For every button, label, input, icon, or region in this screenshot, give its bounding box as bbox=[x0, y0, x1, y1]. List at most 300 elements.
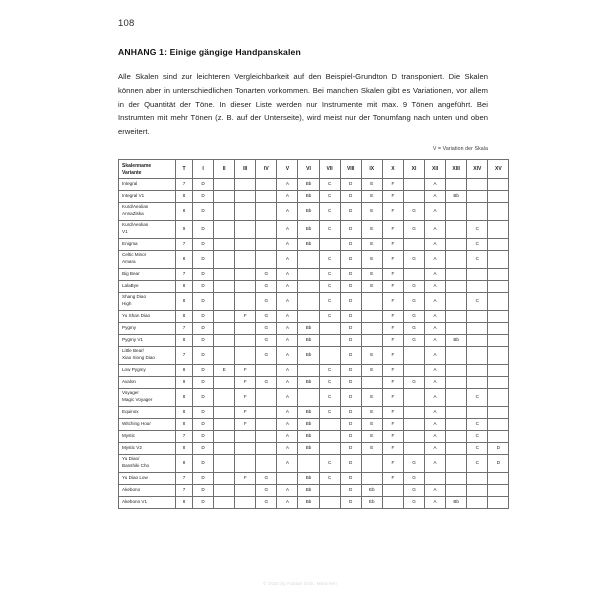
note-cell bbox=[235, 334, 256, 346]
table-row bbox=[119, 364, 509, 376]
note-cell bbox=[361, 472, 382, 484]
note-cell bbox=[298, 310, 319, 322]
note-cell: F bbox=[235, 364, 256, 376]
note-cell bbox=[214, 292, 235, 310]
note-cell bbox=[446, 454, 467, 472]
scale-name-line: Avalon bbox=[122, 378, 136, 384]
scale-name-cell bbox=[119, 280, 176, 292]
note-cell bbox=[446, 376, 467, 388]
note-cell: E bbox=[361, 202, 382, 220]
page-footer: © 2020 by Fabian Dick, München bbox=[263, 581, 337, 586]
note-cell bbox=[488, 178, 509, 190]
scale-name-line: Integral bbox=[122, 180, 138, 186]
scale-name-cell bbox=[119, 472, 176, 484]
note-cell: F bbox=[382, 322, 403, 334]
note-cell bbox=[235, 190, 256, 202]
scale-name-line: Witching Hour bbox=[122, 420, 151, 426]
note-cell bbox=[235, 442, 256, 454]
note-cell: E bbox=[361, 238, 382, 250]
scale-name-line: Pygmy bbox=[122, 324, 137, 330]
scale-name-line: Low Pygmy bbox=[122, 366, 146, 372]
scale-name-cell bbox=[119, 496, 176, 508]
note-cell: A bbox=[425, 292, 446, 310]
note-cell: Bb bbox=[298, 178, 319, 190]
note-cell: F bbox=[382, 364, 403, 376]
note-cell bbox=[319, 484, 340, 496]
note-cell: F bbox=[235, 376, 256, 388]
scale-name-line: Magic Voyager bbox=[122, 397, 153, 403]
note-cell: G bbox=[403, 484, 424, 496]
note-cell: Bb bbox=[298, 238, 319, 250]
note-cell: D bbox=[193, 484, 214, 496]
table-row bbox=[119, 430, 509, 442]
scale-name-cell bbox=[119, 322, 176, 334]
note-cell bbox=[403, 268, 424, 280]
note-cell bbox=[446, 280, 467, 292]
note-cell bbox=[488, 472, 509, 484]
scale-name-cell bbox=[119, 364, 176, 376]
col-header-ii: II bbox=[214, 160, 235, 179]
note-cell bbox=[446, 220, 467, 238]
scale-name-line: Pygmy V1 bbox=[122, 336, 143, 342]
note-cell: A bbox=[425, 268, 446, 280]
tone-count-cell: 8 bbox=[176, 406, 193, 418]
note-cell bbox=[298, 280, 319, 292]
note-cell bbox=[467, 496, 488, 508]
scale-name-cell bbox=[119, 484, 176, 496]
table-header bbox=[119, 160, 509, 179]
note-cell: C bbox=[319, 220, 340, 238]
table-row bbox=[119, 292, 509, 310]
note-cell: C bbox=[319, 292, 340, 310]
scale-name-cell bbox=[119, 346, 176, 364]
table-body bbox=[119, 178, 509, 508]
note-cell bbox=[488, 484, 509, 496]
note-cell bbox=[319, 418, 340, 430]
note-cell: D bbox=[193, 346, 214, 364]
tone-count-cell: 7 bbox=[176, 268, 193, 280]
note-cell: C bbox=[319, 268, 340, 280]
col-header-vi: VI bbox=[298, 160, 319, 179]
note-cell: F bbox=[382, 346, 403, 364]
scale-name-line: Little Bear/ bbox=[122, 348, 144, 354]
page-number: 108 bbox=[118, 18, 135, 29]
note-cell: A bbox=[277, 442, 298, 454]
note-cell: G bbox=[403, 322, 424, 334]
note-cell bbox=[319, 496, 340, 508]
legend-note: V = Variation der Skala bbox=[432, 146, 488, 153]
col-header-line-2: Variante bbox=[122, 170, 142, 177]
note-cell: D bbox=[340, 388, 361, 406]
note-cell: E bbox=[361, 178, 382, 190]
table-row bbox=[119, 418, 509, 430]
note-cell bbox=[361, 310, 382, 322]
note-cell: D bbox=[340, 238, 361, 250]
note-cell bbox=[214, 388, 235, 406]
col-header-ix: IX bbox=[361, 160, 382, 179]
note-cell: G bbox=[403, 496, 424, 508]
scale-name-cell bbox=[119, 388, 176, 406]
intro-paragraph: Alle Skalen sind zur leichteren Vergleichbarkeit auf den Beispiel-Grundton D transponiert. Die Skalen können aber in unterschiedlichen Tonarten vorkommen. Bei manchen Skalen gibt es Variationen, vor allem in der Quantität der Töne. In dieser Liste werden nur Instrumente mit max. 9 Tönen angeführt. Bei Instrumten mit mehr Tönen (z. B. auf der Unterseite), wird meist nur der Tonumfang nach unten und oben erweitert. bbox=[118, 72, 488, 137]
note-cell bbox=[488, 376, 509, 388]
scale-name-cell bbox=[119, 334, 176, 346]
table-row bbox=[119, 220, 509, 238]
note-cell: F bbox=[382, 220, 403, 238]
note-cell: F bbox=[382, 292, 403, 310]
col-header-iv: IV bbox=[256, 160, 277, 179]
note-cell: A bbox=[277, 310, 298, 322]
scale-name-cell bbox=[119, 220, 176, 238]
note-cell bbox=[214, 376, 235, 388]
note-cell bbox=[298, 268, 319, 280]
scale-name-line: Mystic V2 bbox=[122, 444, 142, 450]
note-cell bbox=[214, 406, 235, 418]
col-header-xii: XII bbox=[425, 160, 446, 179]
note-cell: G bbox=[256, 310, 277, 322]
col-header-i: I bbox=[193, 160, 214, 179]
note-cell: E bbox=[361, 406, 382, 418]
note-cell bbox=[256, 364, 277, 376]
note-cell bbox=[298, 454, 319, 472]
note-cell: F bbox=[235, 406, 256, 418]
note-cell bbox=[403, 346, 424, 364]
note-cell: D bbox=[193, 418, 214, 430]
scale-name-line: Celtic Minor bbox=[122, 252, 147, 258]
note-cell bbox=[319, 238, 340, 250]
note-cell: G bbox=[403, 376, 424, 388]
note-cell: A bbox=[425, 484, 446, 496]
note-cell bbox=[235, 484, 256, 496]
note-cell: F bbox=[382, 334, 403, 346]
note-cell bbox=[256, 454, 277, 472]
note-cell bbox=[214, 484, 235, 496]
note-cell bbox=[467, 322, 488, 334]
note-cell: G bbox=[256, 346, 277, 364]
scale-name-line: Equinox bbox=[122, 408, 139, 414]
note-cell bbox=[235, 430, 256, 442]
note-cell bbox=[277, 472, 298, 484]
tone-count-cell: 8 bbox=[176, 418, 193, 430]
note-cell bbox=[214, 268, 235, 280]
note-cell: A bbox=[277, 280, 298, 292]
note-cell: D bbox=[340, 202, 361, 220]
col-header-x: X bbox=[382, 160, 403, 179]
col-header-xv: XV bbox=[488, 160, 509, 179]
note-cell bbox=[214, 442, 235, 454]
note-cell bbox=[467, 334, 488, 346]
scale-name-cell bbox=[119, 190, 176, 202]
note-cell: A bbox=[277, 346, 298, 364]
note-cell: A bbox=[277, 496, 298, 508]
note-cell: Bb bbox=[298, 442, 319, 454]
note-cell bbox=[235, 292, 256, 310]
note-cell: D bbox=[340, 322, 361, 334]
note-cell: D bbox=[340, 280, 361, 292]
note-cell bbox=[488, 322, 509, 334]
note-cell bbox=[446, 406, 467, 418]
note-cell bbox=[214, 178, 235, 190]
handpan-scales-table bbox=[118, 159, 509, 509]
note-cell: A bbox=[425, 310, 446, 322]
note-cell: D bbox=[340, 190, 361, 202]
note-cell: D bbox=[193, 292, 214, 310]
note-cell: A bbox=[425, 388, 446, 406]
note-cell: A bbox=[425, 250, 446, 268]
note-cell: Bb bbox=[298, 430, 319, 442]
note-cell: E bbox=[361, 346, 382, 364]
note-cell bbox=[488, 268, 509, 280]
note-cell bbox=[446, 472, 467, 484]
note-cell: A bbox=[425, 280, 446, 292]
note-cell bbox=[446, 178, 467, 190]
note-cell bbox=[467, 364, 488, 376]
note-cell: G bbox=[403, 472, 424, 484]
note-cell bbox=[446, 322, 467, 334]
note-cell: Bb bbox=[298, 346, 319, 364]
note-cell bbox=[319, 322, 340, 334]
col-header-xi: XI bbox=[403, 160, 424, 179]
note-cell: D bbox=[193, 310, 214, 322]
note-cell: A bbox=[277, 268, 298, 280]
note-cell bbox=[214, 454, 235, 472]
note-cell: A bbox=[425, 334, 446, 346]
note-cell: D bbox=[340, 442, 361, 454]
note-cell: D bbox=[193, 322, 214, 334]
note-cell: A bbox=[425, 442, 446, 454]
scale-name-cell bbox=[119, 418, 176, 430]
note-cell bbox=[214, 310, 235, 322]
note-cell bbox=[256, 406, 277, 418]
note-cell: Eb bbox=[361, 496, 382, 508]
note-cell bbox=[403, 388, 424, 406]
col-header-vii: VII bbox=[319, 160, 340, 179]
note-cell bbox=[256, 250, 277, 268]
note-cell: C bbox=[467, 250, 488, 268]
note-cell bbox=[467, 178, 488, 190]
note-cell bbox=[214, 280, 235, 292]
note-cell bbox=[235, 496, 256, 508]
note-cell: E bbox=[361, 220, 382, 238]
note-cell bbox=[319, 430, 340, 442]
note-cell: C bbox=[467, 238, 488, 250]
scale-name-line: Yu Diao Low bbox=[122, 474, 148, 480]
note-cell bbox=[382, 484, 403, 496]
note-cell bbox=[214, 334, 235, 346]
scale-name-line: Akebono bbox=[122, 486, 141, 492]
note-cell: A bbox=[425, 406, 446, 418]
table-row bbox=[119, 484, 509, 496]
note-cell: A bbox=[425, 376, 446, 388]
note-cell bbox=[446, 268, 467, 280]
note-cell bbox=[488, 292, 509, 310]
note-cell: F bbox=[382, 472, 403, 484]
note-cell bbox=[467, 472, 488, 484]
note-cell bbox=[446, 430, 467, 442]
tone-count-cell: 8 bbox=[176, 496, 193, 508]
note-cell: Bb bbox=[446, 496, 467, 508]
tone-count-cell: 8 bbox=[176, 334, 193, 346]
note-cell: E bbox=[361, 190, 382, 202]
note-cell bbox=[403, 430, 424, 442]
note-cell bbox=[235, 454, 256, 472]
table-row bbox=[119, 310, 509, 322]
note-cell: A bbox=[277, 376, 298, 388]
tone-count-cell: 9 bbox=[176, 376, 193, 388]
note-cell: A bbox=[425, 454, 446, 472]
note-cell: Bb bbox=[446, 334, 467, 346]
note-cell bbox=[256, 442, 277, 454]
note-cell: A bbox=[425, 322, 446, 334]
scale-name-cell bbox=[119, 406, 176, 418]
tone-count-cell: 8 bbox=[176, 202, 193, 220]
note-cell: A bbox=[277, 220, 298, 238]
note-cell: A bbox=[277, 190, 298, 202]
col-header-t: T bbox=[176, 160, 193, 179]
note-cell: F bbox=[382, 280, 403, 292]
col-header-xiv: XIV bbox=[467, 160, 488, 179]
tone-count-cell: 8 bbox=[176, 292, 193, 310]
note-cell: F bbox=[382, 238, 403, 250]
note-cell: D bbox=[340, 496, 361, 508]
scale-name-line: Integral V1 bbox=[122, 192, 145, 198]
note-cell: G bbox=[256, 334, 277, 346]
note-cell bbox=[446, 310, 467, 322]
note-cell: D bbox=[193, 280, 214, 292]
note-cell: G bbox=[403, 250, 424, 268]
note-cell bbox=[467, 310, 488, 322]
note-cell: G bbox=[403, 334, 424, 346]
scale-name-line: Yu Diao/ bbox=[122, 456, 140, 462]
note-cell bbox=[403, 190, 424, 202]
note-cell bbox=[235, 250, 256, 268]
note-cell bbox=[467, 484, 488, 496]
note-cell: F bbox=[382, 454, 403, 472]
note-cell: Bb bbox=[298, 322, 319, 334]
col-header-scale-name bbox=[119, 160, 176, 179]
note-cell bbox=[403, 364, 424, 376]
note-cell bbox=[446, 238, 467, 250]
note-cell bbox=[446, 442, 467, 454]
table-row bbox=[119, 250, 509, 268]
note-cell bbox=[235, 178, 256, 190]
note-cell bbox=[361, 376, 382, 388]
col-header-iii: III bbox=[235, 160, 256, 179]
note-cell: C bbox=[467, 388, 488, 406]
tone-count-cell: 8 bbox=[176, 280, 193, 292]
note-cell: A bbox=[425, 190, 446, 202]
note-cell: G bbox=[256, 376, 277, 388]
note-cell: D bbox=[340, 484, 361, 496]
note-cell: D bbox=[340, 430, 361, 442]
note-cell: D bbox=[193, 406, 214, 418]
note-cell: D bbox=[340, 334, 361, 346]
note-cell: C bbox=[319, 202, 340, 220]
note-cell bbox=[361, 292, 382, 310]
scale-name-line: Kurd/Aeolian bbox=[122, 222, 149, 228]
tone-count-cell: 7 bbox=[176, 346, 193, 364]
note-cell: A bbox=[425, 346, 446, 364]
note-cell: D bbox=[193, 442, 214, 454]
scale-name-line: Enigma bbox=[122, 240, 138, 246]
note-cell bbox=[488, 418, 509, 430]
note-cell: D bbox=[340, 406, 361, 418]
col-header-line-1: Skalenname bbox=[122, 162, 152, 169]
note-cell: E bbox=[361, 388, 382, 406]
note-cell bbox=[446, 364, 467, 376]
note-cell: A bbox=[277, 484, 298, 496]
note-cell: C bbox=[319, 406, 340, 418]
note-cell: D bbox=[193, 238, 214, 250]
note-cell: F bbox=[382, 430, 403, 442]
note-cell: D bbox=[193, 388, 214, 406]
scale-name-line: Akebono V1 bbox=[122, 498, 148, 504]
note-cell bbox=[488, 250, 509, 268]
note-cell: D bbox=[193, 364, 214, 376]
note-cell: Bb bbox=[298, 484, 319, 496]
note-cell: D bbox=[193, 376, 214, 388]
scale-name-line: Shang Diao bbox=[122, 294, 147, 300]
note-cell: D bbox=[193, 178, 214, 190]
note-cell: D bbox=[340, 292, 361, 310]
note-cell bbox=[488, 280, 509, 292]
note-cell: C bbox=[319, 310, 340, 322]
note-cell: F bbox=[382, 442, 403, 454]
note-cell bbox=[425, 472, 446, 484]
table-row bbox=[119, 472, 509, 484]
note-cell: A bbox=[277, 292, 298, 310]
tone-count-cell: 8 bbox=[176, 454, 193, 472]
note-cell bbox=[214, 430, 235, 442]
note-cell: G bbox=[403, 220, 424, 238]
note-cell: F bbox=[382, 250, 403, 268]
note-cell: C bbox=[319, 250, 340, 268]
note-cell bbox=[488, 388, 509, 406]
note-cell bbox=[488, 310, 509, 322]
note-cell: D bbox=[193, 430, 214, 442]
table-header-row bbox=[119, 160, 509, 179]
note-cell bbox=[361, 454, 382, 472]
note-cell: E bbox=[361, 250, 382, 268]
scale-name-line: Kurd/Aeolian bbox=[122, 204, 149, 210]
note-cell: E bbox=[361, 430, 382, 442]
tone-count-cell: 8 bbox=[176, 364, 193, 376]
note-cell bbox=[403, 418, 424, 430]
note-cell bbox=[214, 472, 235, 484]
note-cell bbox=[467, 406, 488, 418]
note-cell: F bbox=[235, 388, 256, 406]
tone-count-cell: 7 bbox=[176, 178, 193, 190]
note-cell bbox=[235, 346, 256, 364]
table-row bbox=[119, 376, 509, 388]
tone-count-cell: 8 bbox=[176, 310, 193, 322]
note-cell bbox=[446, 346, 467, 364]
note-cell bbox=[446, 250, 467, 268]
note-cell bbox=[256, 388, 277, 406]
note-cell: A bbox=[277, 364, 298, 376]
note-cell: D bbox=[193, 202, 214, 220]
note-cell bbox=[488, 220, 509, 238]
note-cell: A bbox=[277, 388, 298, 406]
scale-name-line: Xiao Xiong Diao bbox=[122, 355, 155, 361]
note-cell bbox=[467, 268, 488, 280]
note-cell bbox=[319, 334, 340, 346]
note-cell bbox=[467, 376, 488, 388]
note-cell bbox=[235, 322, 256, 334]
note-cell bbox=[235, 238, 256, 250]
note-cell bbox=[214, 322, 235, 334]
tone-count-cell: 8 bbox=[176, 388, 193, 406]
note-cell: C bbox=[319, 388, 340, 406]
